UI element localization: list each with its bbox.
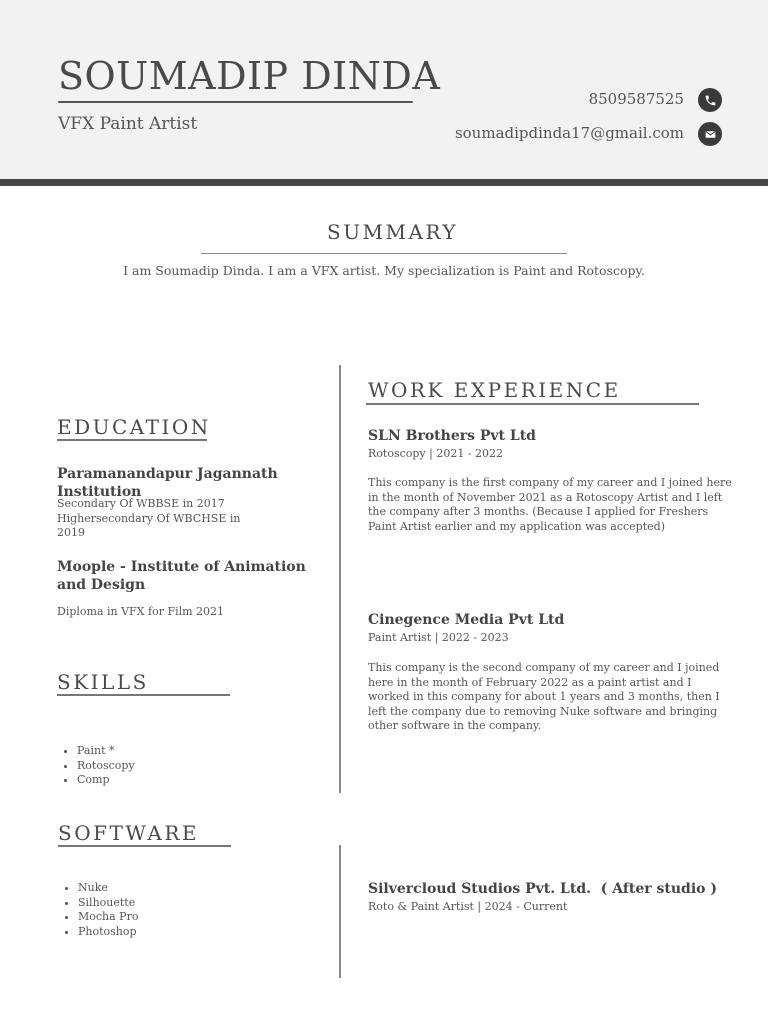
- job-company: Silvercloud Studios Pvt. Ltd. ( After studio ): [368, 881, 717, 897]
- list-item: • Mocha Pro: [78, 910, 138, 925]
- list-item: • Silhouette: [78, 896, 138, 911]
- list-item: • Nuke: [78, 881, 138, 896]
- list-item: • Rotoscopy: [77, 759, 135, 774]
- job-company: Cinegence Media Pvt Ltd: [368, 612, 565, 628]
- column-divider-lower: [339, 845, 341, 978]
- resume-header: [0, 0, 768, 179]
- education-title: EDUCATION: [57, 415, 211, 439]
- job-company: SLN Brothers Pvt Ltd: [368, 428, 536, 444]
- skills-list: [57, 744, 135, 788]
- job-meta: Paint Artist | 2022 - 2023: [368, 631, 509, 644]
- education-institution: Moople - Institute of Animation and Design: [57, 559, 306, 593]
- job-meta: Rotoscopy | 2021 - 2022: [368, 447, 504, 460]
- education-underline: [57, 439, 207, 441]
- summary-title: SUMMARY: [327, 220, 459, 244]
- education-detail-line: Diploma in VFX for Film 2021: [57, 605, 225, 618]
- header-divider-bar: [0, 179, 768, 186]
- education-details: [57, 605, 317, 620]
- education-details: [57, 497, 257, 541]
- email-icon: [698, 122, 722, 146]
- job-description: This company is the first company of my career and I joined here in the month of November 2021 as a Rotoscopy Artist and I left the company after 3 months. (Because I applied for Freshers Paint Artist earlier and my application was accepted): [368, 476, 732, 533]
- work-experience-title: WORK EXPERIENCE: [368, 378, 621, 402]
- summary-text: I am Soumadip Dinda. I am a VFX artist. My specialization is Paint and Rotoscopy.: [123, 263, 645, 278]
- skills-title: SKILLS: [57, 670, 149, 694]
- full-name: SOUMADIP DINDA: [58, 54, 441, 98]
- column-divider-upper: [339, 365, 341, 793]
- job-meta: Roto & Paint Artist | 2024 - Current: [368, 900, 568, 913]
- list-item: • Photoshop: [78, 925, 138, 940]
- job-role: VFX Paint Artist: [58, 114, 198, 134]
- phone-icon: [698, 88, 722, 112]
- education-institution: Paramanandapur Jagannath Institution: [57, 466, 278, 500]
- software-underline: [58, 845, 231, 847]
- education-detail-line: Secondary Of WBBSE in 2017: [57, 497, 225, 510]
- work-experience-underline: [366, 403, 699, 405]
- software-title: SOFTWARE: [58, 821, 199, 845]
- list-item: • Paint *: [77, 744, 135, 759]
- phone-number: 8509587525: [588, 90, 684, 108]
- skills-underline: [57, 694, 230, 696]
- email-address: soumadipdinda17@gmail.com: [454, 124, 684, 142]
- name-underline: [58, 101, 413, 103]
- education-detail-line: Highersecondary Of WBCHSE in: [57, 511, 241, 525]
- software-list: [58, 881, 138, 939]
- job-description: This company is the second company of my career and I joined here in the month of February 2022 as a paint artist and I worked in this company for about 1 years and 3 months, then I left the company due to removing Nuke software and bringing other software in the company.: [368, 661, 720, 732]
- education-detail-line: 2019: [57, 526, 85, 539]
- summary-underline: [201, 253, 567, 254]
- list-item: • Comp: [77, 773, 135, 788]
